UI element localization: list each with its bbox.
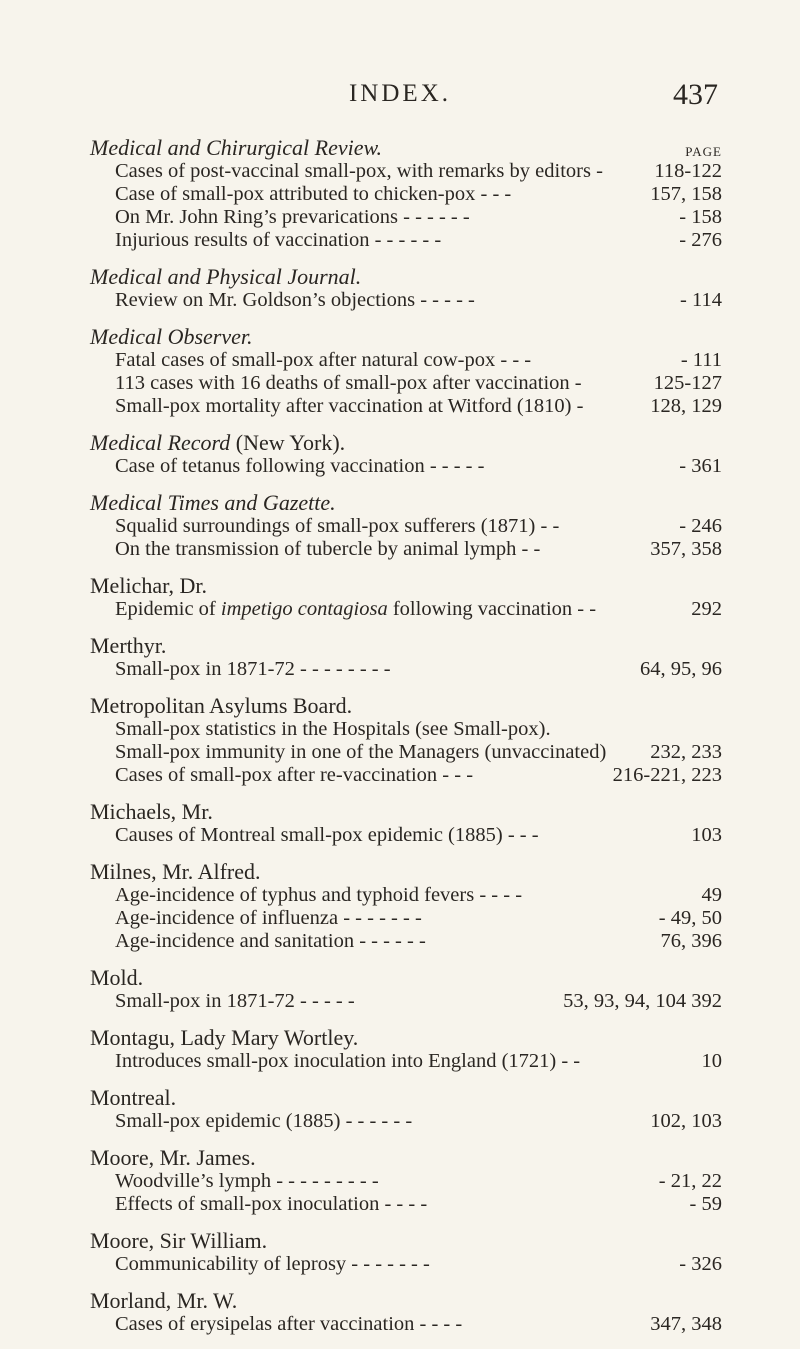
index-row [90,1170,722,1193]
running-title: INDEX. [348,80,451,107]
row-description [115,907,422,930]
entry-heading [90,800,722,824]
row-page-refs: - 111 [680,349,722,371]
index-row [90,1253,722,1276]
row-page-refs: 118-122 [654,160,722,182]
entry-heading-text: Moore, Sir William. [90,1228,268,1253]
row-page-refs: 128, 129 [650,395,722,417]
row-page-refs: 53, 93, 94, 104 392 [563,990,722,1012]
index-entry [90,325,722,418]
index-entry [90,800,722,847]
page-header [0,80,800,120]
row-description-text: Age-incidence of influenza - - - - - - - [115,907,422,929]
page-number: 437 [673,78,718,111]
row-page-refs: - 326 [679,1253,722,1275]
row-page-refs: - 114 [680,289,722,311]
row-description [115,764,473,787]
row-description-text: Cases of post-vaccinal small-pox, with remarks by editors - [115,160,603,182]
entry-heading [90,431,722,455]
entry-heading [90,265,722,289]
entry-heading-text: Montagu, Lady Mary Wortley. [90,1025,359,1050]
row-description-text: Fatal cases of small-pox after natural cow-pox - - - [115,349,532,371]
index-entry [90,860,722,953]
entry-heading [90,1146,722,1170]
index-row [90,349,722,372]
row-description-text: On the transmission of tubercle by animal lymph - - [115,538,541,560]
entry-heading-text: Moore, Mr. James. [90,1145,256,1170]
index-entry [90,966,722,1013]
entry-heading [90,860,722,884]
row-description [115,1110,412,1133]
index-row [90,930,722,953]
index-entry [90,265,722,312]
entry-heading [90,694,722,718]
row-description [115,349,531,372]
index-entry [90,1289,722,1336]
row-description [115,824,539,847]
row-description-text: 113 cases with 16 deaths of small-pox after vaccination - [115,372,582,394]
row-description [115,455,484,478]
entry-heading-text: Medical Record [90,430,231,455]
row-page-refs: 49 [701,884,722,906]
row-page-refs: 125-127 [653,372,722,394]
row-description [115,538,540,561]
row-description-text: Small-pox mortality after vaccination at Witford (1810) - [115,395,584,417]
row-description-text: Injurious results of vaccination - - - - - - [115,229,442,251]
index-entries [90,136,722,1349]
row-description-text: Age-incidence and sanitation - - - - - - [115,930,426,952]
entry-heading-text: Medical Times and Gazette. [90,490,336,515]
entry-heading [90,136,722,160]
row-page-refs: - 276 [679,229,722,251]
row-page-refs: - 21, 22 [658,1170,722,1192]
row-page-refs: - 49, 50 [658,907,722,929]
entry-heading [90,325,722,349]
entry-heading [90,966,722,990]
row-description [115,884,522,907]
index-row [90,183,722,206]
index-entry [90,574,722,621]
row-page-refs: - 59 [689,1193,722,1215]
row-description-italic: impetigo contagiosa [220,598,388,620]
index-row [90,658,722,681]
row-description [115,289,475,312]
row-description-text: Small-pox immunity in one of the Managers (unvaccinated) [115,741,607,763]
row-description-text: Squalid surroundings of small-pox sufferers (1871) - - [115,515,560,537]
entry-heading [90,1026,722,1050]
index-row [90,764,722,787]
index-row [90,907,722,930]
index-row [90,1313,722,1336]
entry-heading [90,574,722,598]
index-entry [90,1026,722,1073]
row-description [115,395,583,418]
row-description [115,372,582,395]
row-description [115,1313,462,1336]
row-page-refs: 232, 233 [650,741,722,763]
index-entry [90,491,722,561]
row-description [115,229,441,252]
entry-heading-suffix: (New York). [230,430,346,455]
index-row [90,455,722,478]
entry-heading-text: Medical and Physical Journal. [90,264,362,289]
index-row [90,395,722,418]
row-description-text: Communicability of leprosy - - - - - - - [115,1253,430,1275]
index-row [90,1110,722,1133]
row-description [115,1170,379,1193]
index-entry [90,136,722,252]
index-row [90,229,722,252]
row-page-refs: 102, 103 [650,1110,722,1132]
page-column-label: PAGE [685,144,722,159]
index-entry [90,1229,722,1276]
row-description [115,658,391,681]
row-description [115,741,606,764]
index-entry [90,634,722,681]
index-row [90,884,722,907]
row-description [115,1193,427,1216]
row-page-refs: 10 [701,1050,722,1072]
entry-heading-text: Merthyr. [90,633,167,658]
row-description [115,515,559,538]
index-row [90,1193,722,1216]
index-entry [90,694,722,787]
row-description-text: Effects of small-pox inoculation - - - - [115,1193,428,1215]
row-description-text: Review on Mr. Goldson’s objections - - - - - [115,289,475,311]
index-row [90,824,722,847]
row-description-text: Small-pox in 1871-72 - - - - - - - - [115,658,391,680]
row-description-text: Small-pox in 1871-72 - - - - - [115,990,355,1012]
entry-heading-text: Morland, Mr. W. [90,1288,238,1313]
row-description [115,930,426,953]
index-row [90,289,722,312]
index-entry [90,1086,722,1133]
index-row [90,741,722,764]
row-description-prefix: Epidemic of [115,598,221,620]
row-description-text: Causes of Montreal small-pox epidemic (1885) - - - [115,824,539,846]
entry-heading [90,1086,722,1110]
entry-heading-text: Medical and Chirurgical Review. [90,135,383,160]
row-description [115,718,551,741]
row-page-refs: 76, 396 [660,930,722,952]
row-description-text: Cases of small-pox after re-vaccination - - - [115,764,474,786]
row-description [115,598,596,621]
entry-heading [90,1229,722,1253]
row-page-refs: - 246 [679,515,722,537]
row-description [115,206,470,229]
row-page-refs: 103 [691,824,722,846]
index-row [90,538,722,561]
entry-heading-text: Melichar, Dr. [90,573,208,598]
row-description [115,990,355,1013]
index-row [90,598,722,621]
row-description-text: Case of small-pox attributed to chicken-pox - - - [115,183,512,205]
row-page-refs: 157, 158 [650,183,722,205]
index-row [90,1050,722,1073]
entry-heading-text: Milnes, Mr. Alfred. [90,859,261,884]
index-row [90,206,722,229]
row-description [115,183,511,206]
entry-heading-text: Metropolitan Asylums Board. [90,693,353,718]
row-description-text: Cases of erysipelas after vaccination - - - - [115,1313,463,1335]
entry-heading [90,634,722,658]
index-row [90,990,722,1013]
row-description [115,1050,580,1073]
row-description-text: Introduces small-pox inoculation into England (1721) - - [115,1050,581,1072]
index-entry [90,1146,722,1216]
row-description-text: following vaccination - - [387,598,597,620]
entry-heading-text: Mold. [90,965,144,990]
row-description-text: Age-incidence of typhus and typhoid fevers - - - - [115,884,523,906]
entry-heading-text: Montreal. [90,1085,177,1110]
index-row [90,515,722,538]
row-page-refs: 357, 358 [650,538,722,560]
row-description-text: Small-pox statistics in the Hospitals (see Small-pox). [115,718,551,740]
entry-heading-text: Michaels, Mr. [90,799,213,824]
row-page-refs: - 158 [679,206,722,228]
row-page-refs: - 361 [679,455,722,477]
entry-heading-text: Medical Observer. [90,324,253,349]
row-description-text: Woodville’s lymph - - - - - - - - - [115,1170,379,1192]
row-description-text: Case of tetanus following vaccination - - - - - [115,455,485,477]
index-entry [90,431,722,478]
row-page-refs: 347, 348 [650,1313,722,1335]
entry-heading [90,1289,722,1313]
index-row [90,160,722,183]
index-row [90,718,722,741]
row-description [115,1253,430,1276]
row-page-refs: 216-221, 223 [612,764,722,786]
row-description [115,160,603,183]
entry-heading [90,491,722,515]
row-page-refs: 64, 95, 96 [640,658,722,680]
row-page-refs: 292 [691,598,722,620]
index-row [90,372,722,395]
row-description-text: Small-pox epidemic (1885) - - - - - - [115,1110,413,1132]
row-description-text: On Mr. John Ring’s prevarications - - - - - - [115,206,470,228]
